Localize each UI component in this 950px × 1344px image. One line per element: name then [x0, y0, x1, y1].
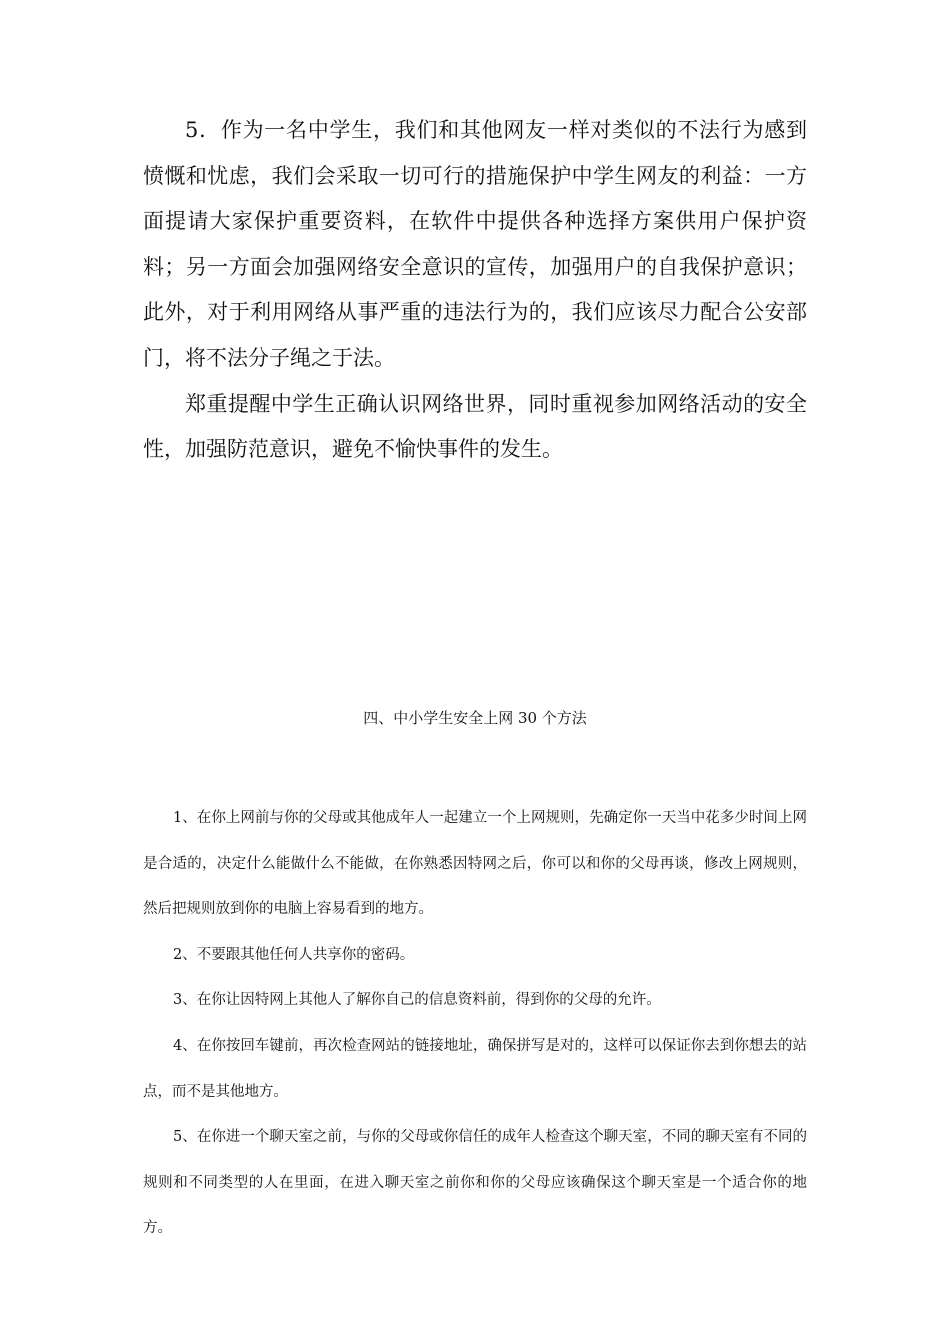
tips-list	[143, 796, 807, 1252]
tip-item: 2、不要跟其他任何人共享你的密码。	[173, 946, 415, 963]
paragraph-reminder: 郑重提醒中学生正确认识网络世界，同时重视参加网络活动的安全性，加强防范意识，避免不愉快事件的发生。	[143, 391, 807, 462]
tip-item: 4、在你按回车键前，再次检查网站的链接地址，确保拼写是对的，这样可以保证你去到你想去的站点，而不是其他地方。	[143, 1037, 807, 1100]
tip-item: 5、在你进一个聊天室之前，与你的父母或你信任的成年人检查这个聊天室，不同的聊天室有不同的规则和不同类型的人在里面，在进入聊天室之前你和你的父母应该确保这个聊天室是一个适合你的地方。	[143, 1129, 807, 1237]
tip-item: 1、在你上网前与你的父母或其他成年人一起建立一个上网规则，先确定你一天当中花多少时间上网是合适的，决定什么能做什么不能做，在你熟悉因特网之后，你可以和你的父母再谈，修改上网规则，然后把规则放到你的电脑上容易看到的地方。	[143, 810, 807, 918]
paragraph-item-5: 5．作为一名中学生，我们和其他网友一样对类似的不法行为感到愤慨和忧虑，我们会采取一切可行的措施保护中学生网友的利益：一方面提请大家保护重要资料，在软件中提供各种选择方案供用户保护资料；另一方面会加强网络安全意识的宣传，加强用户的自我保护意识；此外，对于利用网络从事严重的违法行为的，我们应该尽力配合公安部门，将不法分子绳之于法。	[143, 118, 807, 370]
intro-section	[143, 108, 807, 473]
tip-item: 3、在你让因特网上其他人了解你自己的信息资料前，得到你的父母的允许。	[173, 992, 661, 1009]
section-heading: 四、中小学生安全上网 30 个方法	[363, 709, 587, 727]
